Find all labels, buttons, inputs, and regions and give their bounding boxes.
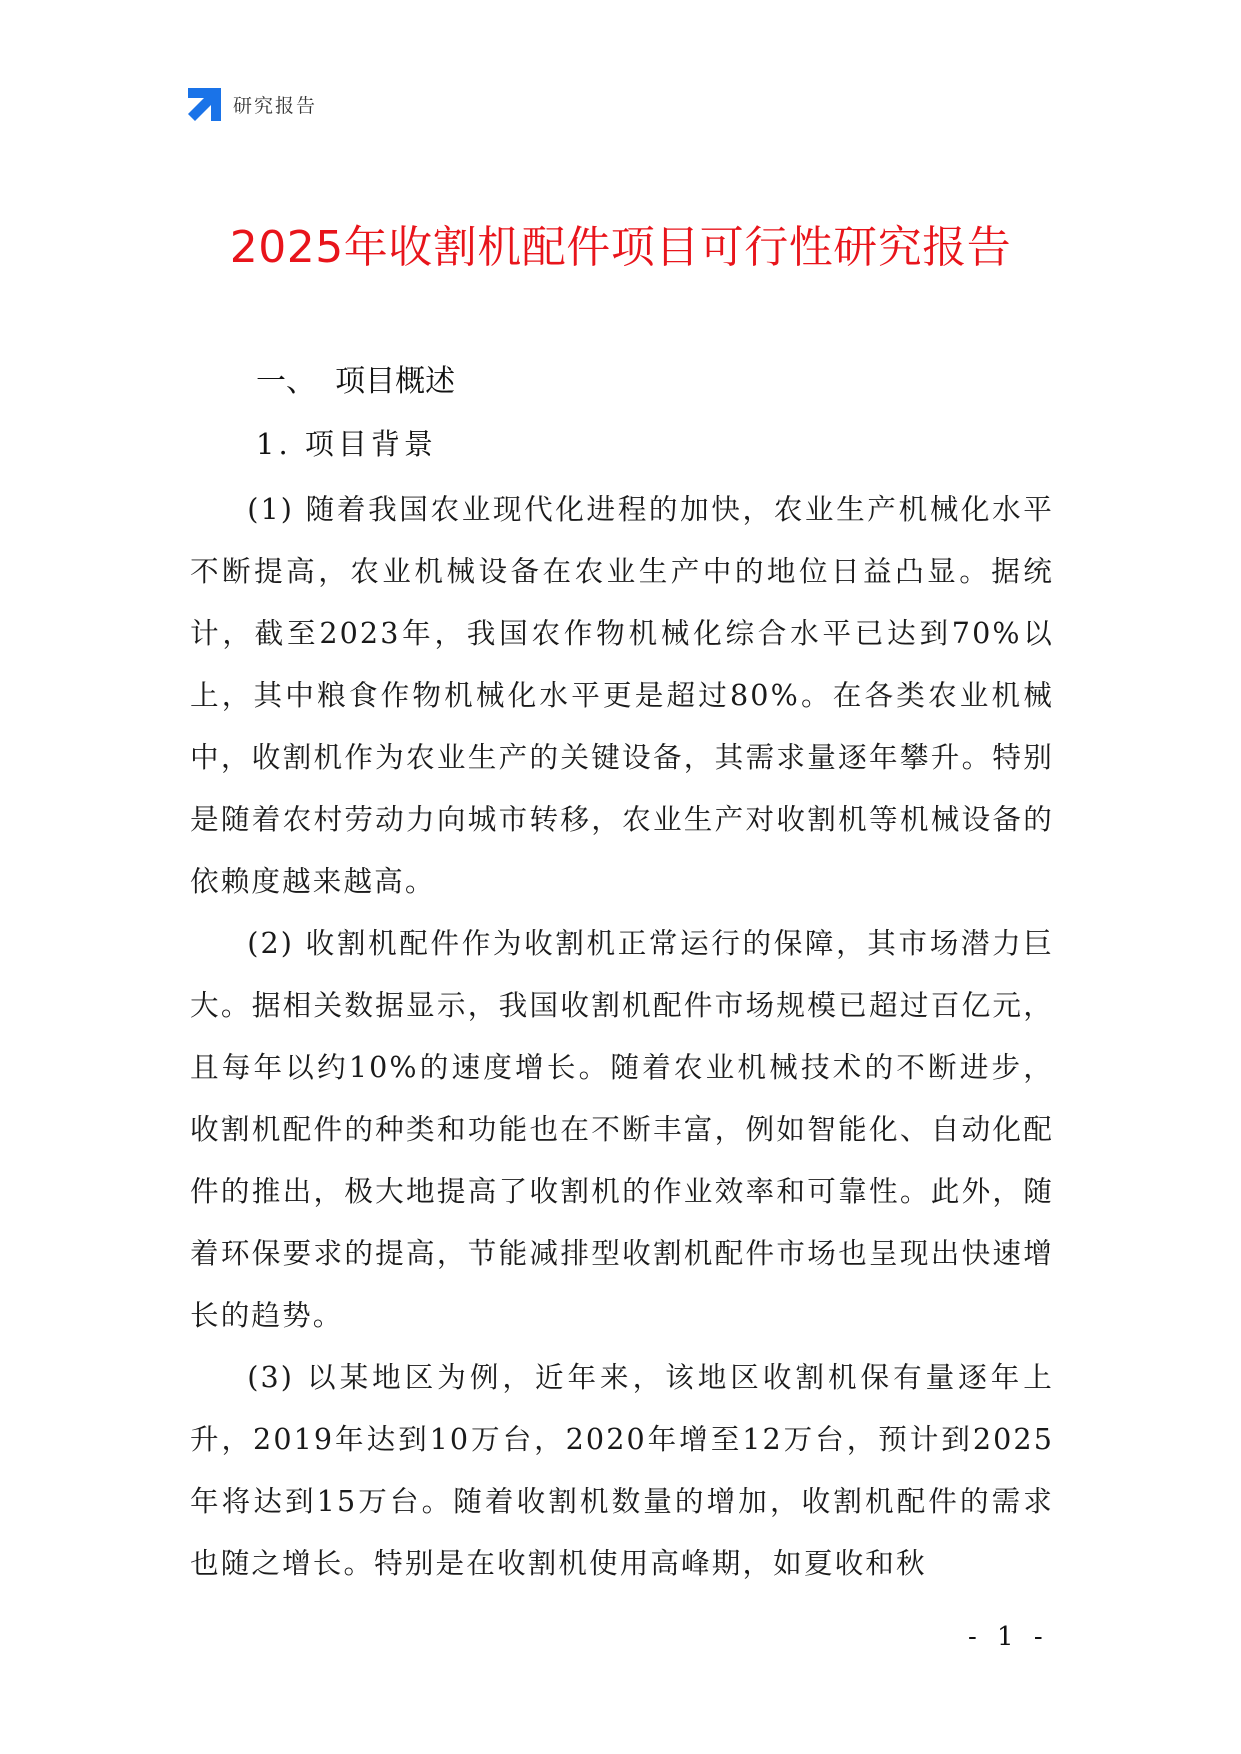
page-number: - 1 -: [968, 1622, 1049, 1652]
body-text: [190, 478, 1054, 1594]
document-title: 2025年收割机配件项目可行性研究报告: [229, 222, 1012, 273]
subsection-heading: 1. 项目背景: [256, 427, 437, 461]
page-header: [188, 88, 317, 121]
header-label: 研究报告: [233, 95, 318, 117]
paragraph-2: (2) 收割机配件作为收割机正常运行的保障，其市场潜力巨大。据相关数据显示，我国收割机配件市场规模已超过百亿元，且每年以约10%的速度增长。随着农业机械技术的不断进步，收割机配件的种类和功能也在不断丰富，例如智能化、自动化配件的推出，极大地提高了收割机的作业效率和可靠性。此外，随着环保要求的提高，节能减排型收割机配件市场也呈现出快速增长的趋势。: [190, 926, 1054, 1332]
section-heading: 一、 项目概述: [256, 364, 456, 399]
arrow-logo-icon: [188, 88, 221, 121]
paragraph-1: (1) 随着我国农业现代化进程的加快，农业生产机械化水平不断提高，农业机械设备在农业生产中的地位日益凸显。据统计，截至2023年，我国农作物机械化综合水平已达到70%以上，其中粮食作物机械化水平更是超过80%。在各类农业机械中，收割机作为农业生产的关键设备，其需求量逐年攀升。特别是随着农村劳动力向城市转移，农业生产对收割机等机械设备的依赖度越来越高。: [190, 492, 1054, 898]
paragraph-3: (3) 以某地区为例，近年来，该地区收割机保有量逐年上升，2019年达到10万台，2020年增至12万台，预计到2025年将达到15万台。随着收割机数量的增加，收割机配件的需求也随之增长。特别是在收割机使用高峰期，如夏收和秋: [190, 1360, 1054, 1580]
